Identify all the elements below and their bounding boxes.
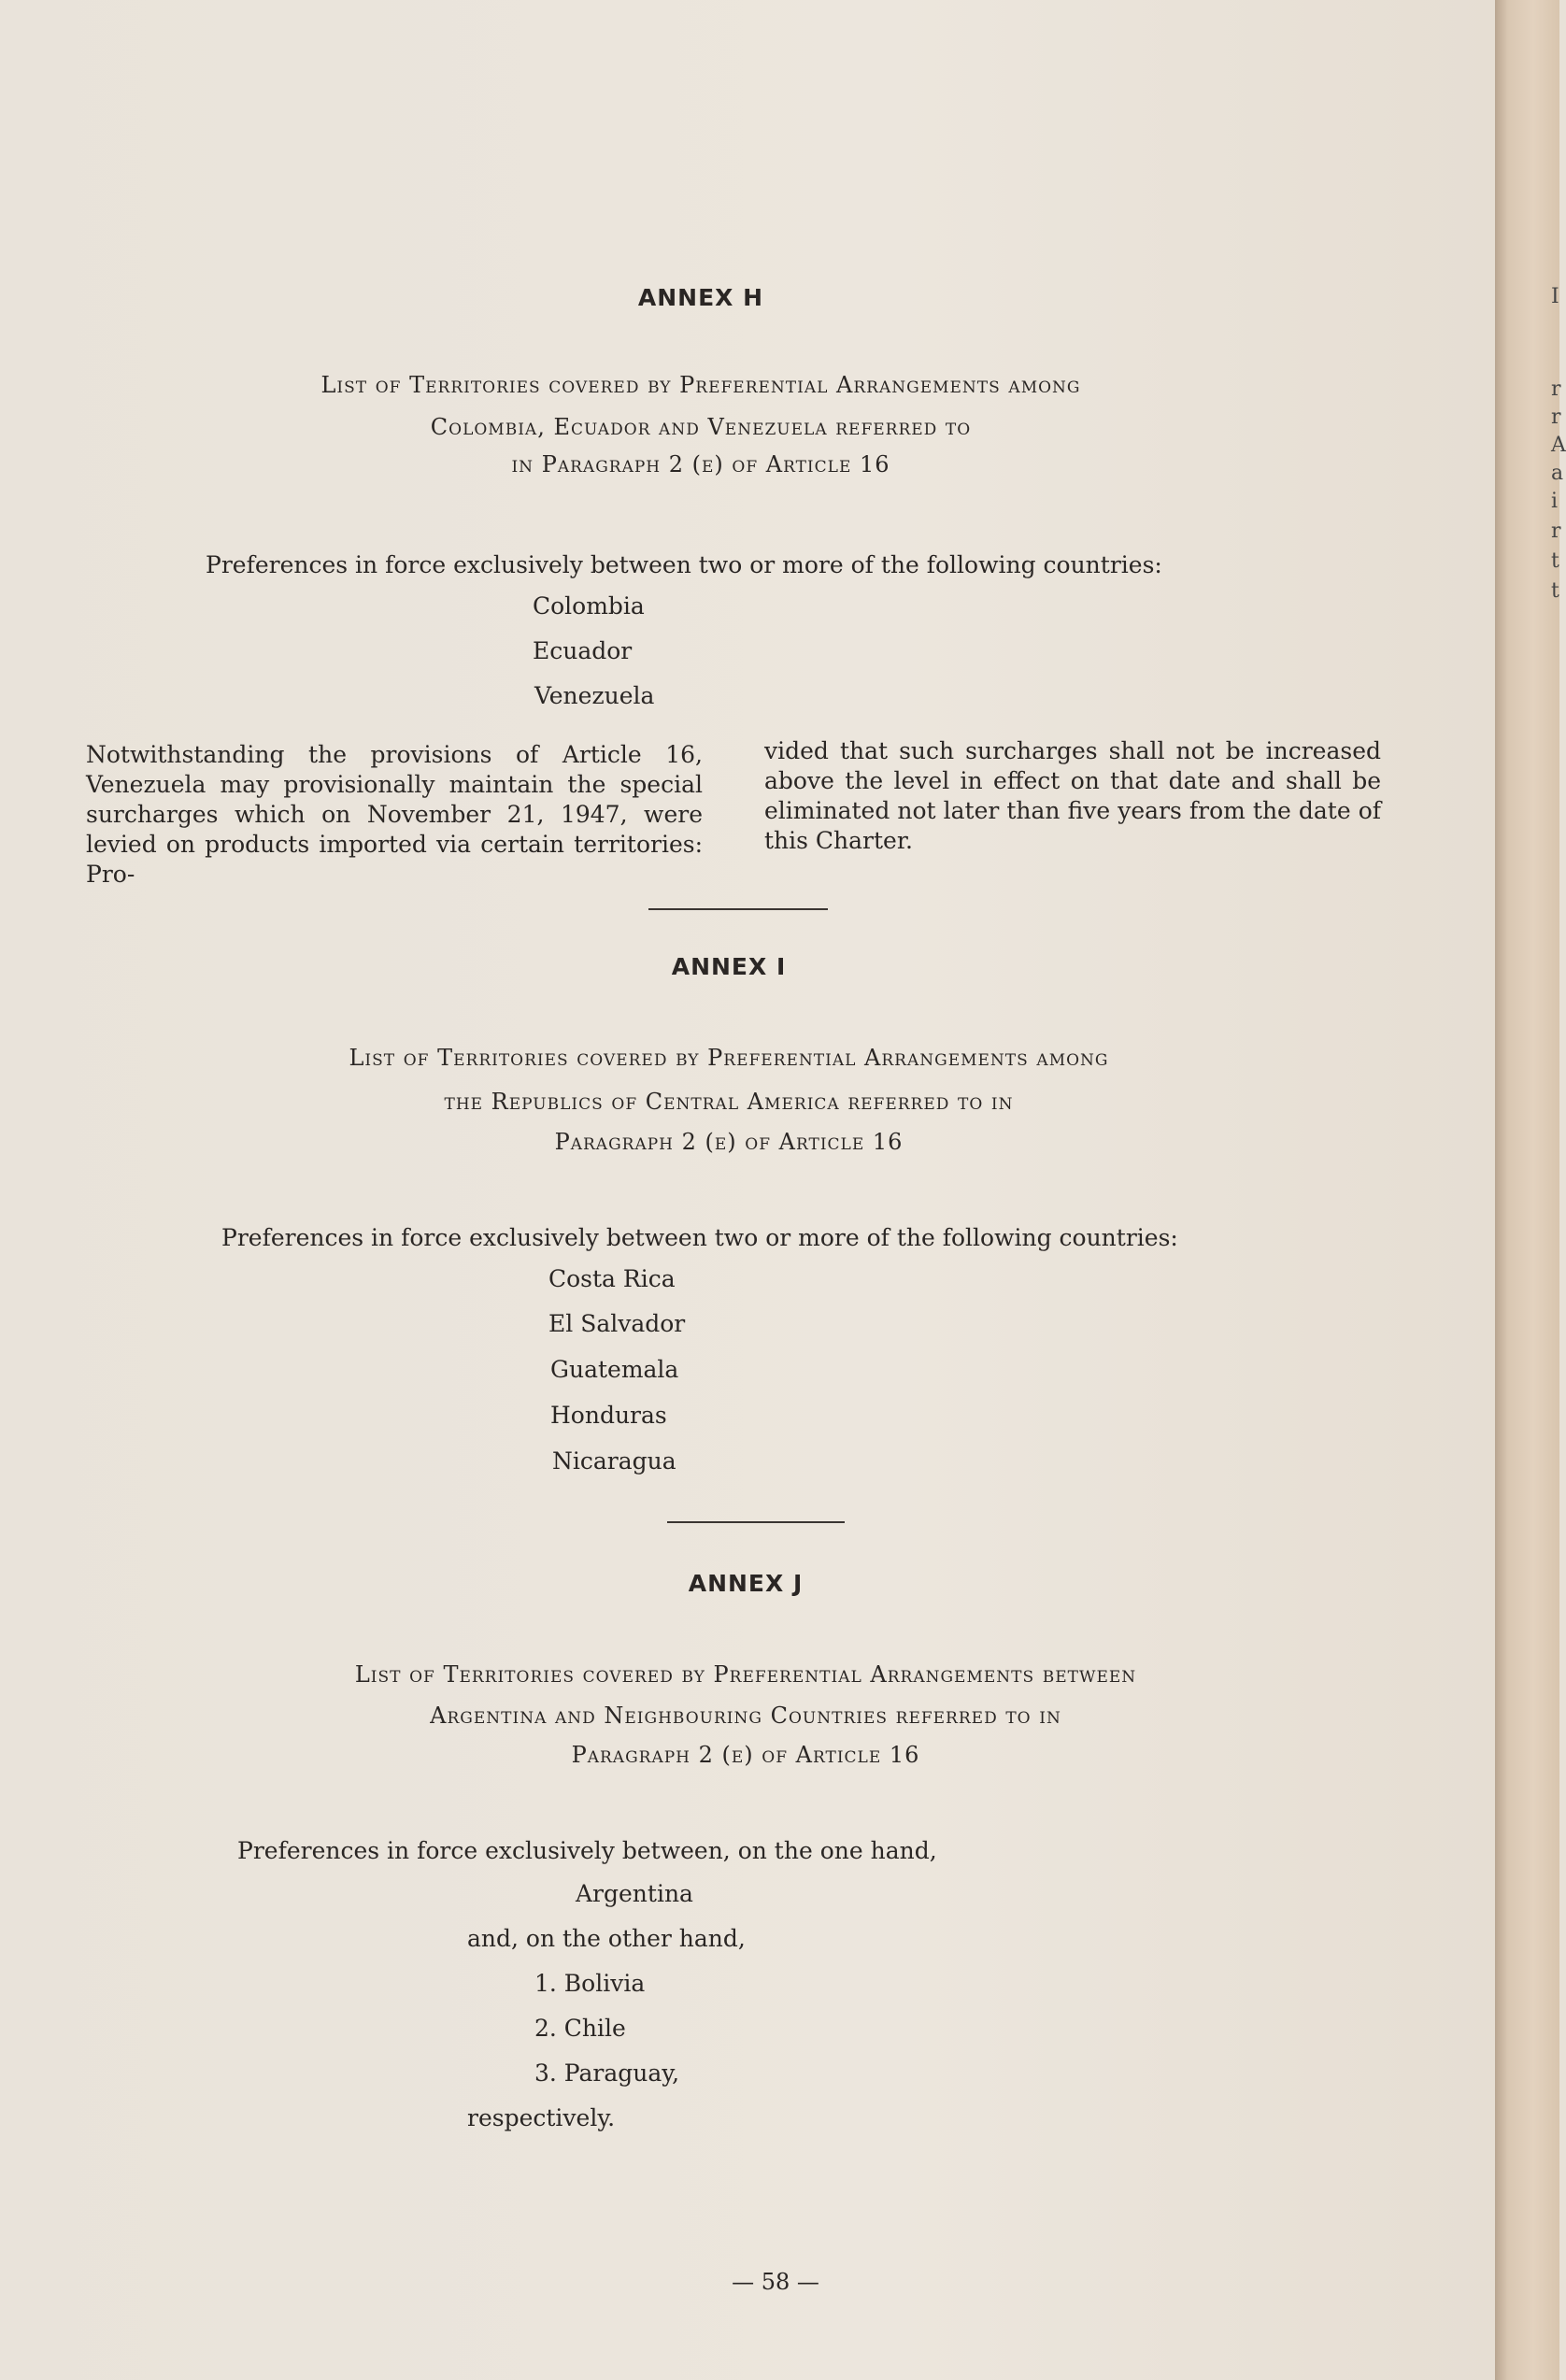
annex-j-list-item-2: 2. Chile [534, 2015, 626, 2042]
edge-fragment-6: i [1551, 490, 1559, 513]
annex-j-closing: respectively. [467, 2104, 616, 2131]
annex-i-caption-line-2: the Republics of Central America referred to in [444, 1089, 1014, 1115]
annex-i-intro: Preferences in force exclusively between two or more of the following countries: [221, 1224, 1178, 1251]
annex-h-note-right-column: vided that such surcharges shall not be increased above the level in effect on that date and shall be eliminated not later than five years from the date of this Charter. [764, 737, 1381, 854]
annex-j-intro: Preferences in force exclusively between, on the one hand, [237, 1837, 937, 1864]
annex-j-caption-line-3: Paragraph 2 (e) of Article 16 [571, 1742, 920, 1768]
section-divider-2 [667, 1521, 845, 1523]
edge-fragment-8: t [1551, 549, 1559, 573]
edge-fragment-7: r [1551, 520, 1561, 543]
annex-h-intro: Preferences in force exclusively between two or more of the following countries: [206, 551, 1162, 578]
page-number: — 58 — [732, 2269, 819, 2295]
annex-h-country-2: Ecuador [533, 637, 633, 664]
annex-i-country-1: Costa Rica [548, 1265, 676, 1292]
annex-i-country-4: Honduras [550, 1402, 667, 1429]
annex-i-country-3: Guatemala [550, 1356, 679, 1383]
annex-i-country-5: Nicaragua [552, 1447, 676, 1475]
annex-j-list-item-3: 3. Paraguay, [534, 2059, 680, 2087]
annex-h-caption-line-1: List of Territories covered by Preferential Arrangements among [320, 372, 1081, 398]
edge-fragment-3: r [1551, 406, 1561, 429]
annex-j-connector: and, on the other hand, [467, 1925, 746, 1952]
annex-j-first-party: Argentina [576, 1880, 693, 1907]
edge-fragment-2: r [1551, 378, 1561, 401]
adjacent-page-edge [1495, 0, 1559, 2380]
edge-fragment-4: A [1551, 434, 1566, 457]
edge-fragment-1: I [1551, 285, 1559, 308]
annex-h-caption-line-3: in Paragraph 2 (e) of Article 16 [511, 451, 890, 477]
annex-i-country-2: El Salvador [548, 1310, 686, 1337]
annex-h-heading: ANNEX H [637, 284, 764, 311]
annex-h-note-left-column: Notwithstanding the provisions of Article 16, Venezuela may provisionally maintain the special surcharges which on November 21, 1947, were levied on products imported via certain territories: Pro- [86, 741, 703, 888]
annex-j-caption-line-1: List of Territories covered by Preferential Arrangements between [354, 1661, 1137, 1688]
annex-j-caption-line-2: Argentina and Neighbouring Countries referred to in [430, 1703, 1061, 1729]
annex-i-heading: ANNEX I [671, 953, 787, 980]
section-divider-1 [648, 908, 828, 910]
annex-j-heading: ANNEX J [688, 1570, 804, 1597]
annex-h-country-3: Venezuela [534, 682, 655, 709]
annex-h-caption-line-2: Colombia, Ecuador and Venezuela referred to [430, 414, 972, 440]
annex-i-caption-line-3: Paragraph 2 (e) of Article 16 [554, 1129, 904, 1155]
annex-h-country-1: Colombia [533, 592, 645, 620]
annex-i-caption-line-1: List of Territories covered by Preferential Arrangements among [349, 1045, 1109, 1071]
edge-fragment-9: t [1551, 579, 1559, 603]
edge-fragment-5: a [1551, 462, 1564, 485]
annex-j-list-item-1: 1. Bolivia [534, 1970, 646, 1997]
